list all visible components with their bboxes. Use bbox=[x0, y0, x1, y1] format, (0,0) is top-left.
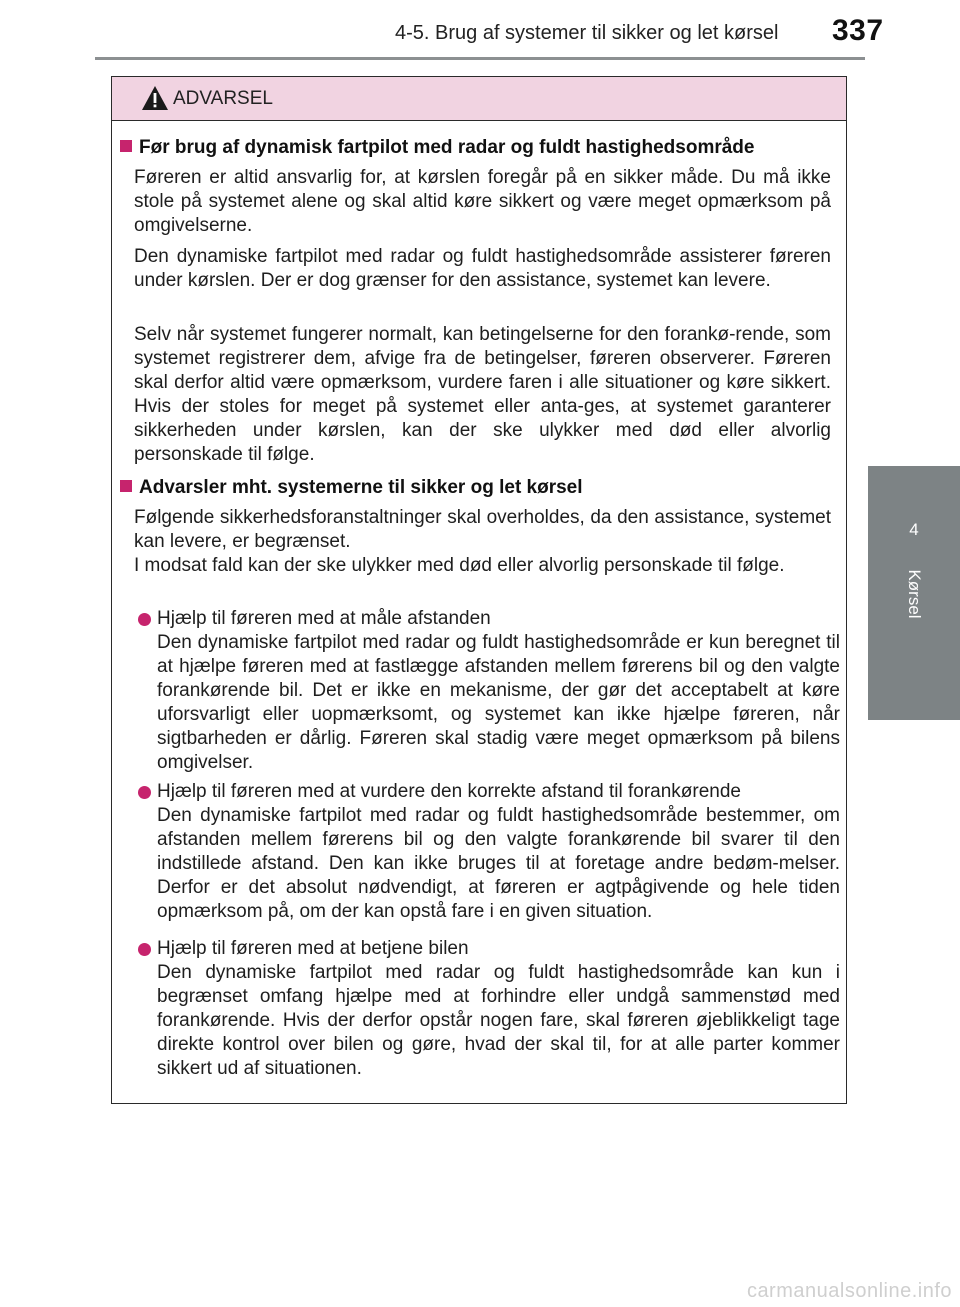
section-title-text: Før brug af dynamisk fartpilot med radar og fuldt hastighedsområde bbox=[139, 137, 755, 158]
chapter-label: Kørsel bbox=[905, 569, 924, 619]
circle-bullet-icon bbox=[138, 613, 151, 626]
watermark: carmanualsonline.info bbox=[746, 1280, 952, 1302]
bullet-body: Den dynamiske fartpilot med radar og fuldt hastighedsområde kan kun i begrænset omfang hjælpe med at forhindre eller undgå sammenstød med forankørende. Hvis der derfor opstår nogen fare, skal føreren øjeblikkeligt tage direkte kontrol over bilen og gøre, hvad der skal til, for at alle parter kommer sikkert ud af situationen. bbox=[157, 962, 840, 1079]
warning-triangle-icon bbox=[141, 85, 169, 111]
chapter-side-tab bbox=[868, 466, 960, 720]
circle-bullet-icon bbox=[138, 943, 151, 956]
paragraph: Den dynamiske fartpilot med radar og fuldt hastighedsområde assisterer føreren under kørslen. Der er dog grænser for den assistance, systemet kan levere. bbox=[134, 246, 831, 291]
bullet-body: Den dynamiske fartpilot med radar og fuldt hastighedsområde bestemmer, om afstanden mellem førerens bil og den valgte forankørende bil svarer til den indstillede afstand. Den kan ikke bruges til at foretage andre bedøm-melser. Derfor er det absolut nødvendigt, at føreren er agtpågivende og hele tiden opmærksom på, om der kan opstå fare i en given situation. bbox=[157, 805, 840, 922]
header-rule bbox=[95, 57, 865, 60]
warning-label: ADVARSEL bbox=[173, 88, 273, 109]
paragraph: Følgende sikkerhedsforanstaltninger skal overholdes, da den assistance, systemet kan levere, er begrænset. bbox=[134, 507, 831, 552]
warning-header bbox=[112, 77, 846, 121]
bullet-body: Den dynamiske fartpilot med radar og fuldt hastighedsområde er kun beregnet til at hjælpe føreren med at fastlægge afstanden mellem førerens bil og den valgte forankørende bil. Det er ikke en mekanisme, der gør det acceptabelt at køre uforsvarligt eller uopmærksomt, og systemet kan ikke hjælpe føreren, når sigtbarheden er dårlig. Føreren skal stadig være meget opmærksom på bilens omgivelser. bbox=[157, 632, 840, 773]
section-title bbox=[120, 477, 583, 499]
circle-bullet-icon bbox=[138, 786, 151, 799]
bullet-title: Hjælp til føreren med at betjene bilen bbox=[157, 938, 469, 959]
paragraph: I modsat fald kan der ske ulykker med død eller alvorlig personskade til følge. bbox=[134, 555, 785, 576]
paragraph: Selv når systemet fungerer normalt, kan betingelserne for den forankø-rende, som systemet registrerer dem, afvige fra de betingelser, føreren observerer. Føreren skal derfor altid være opmærksom, vurdere faren i alle situationer og køre sikkert. Hvis der stoles for meget på systemet eller anta-ges, at systemet garanterer sikkerheden under kørslen, kan der ske ulykker med død eller alvorlig personskade til følge. bbox=[134, 324, 831, 465]
square-bullet-icon bbox=[120, 480, 132, 492]
bullet-title: Hjælp til føreren med at måle afstanden bbox=[157, 608, 491, 629]
chapter-number: 4 bbox=[909, 520, 919, 539]
section-title bbox=[120, 137, 754, 159]
warning-box bbox=[111, 76, 847, 1104]
section-title-text: Advarsler mht. systemerne til sikker og let kørsel bbox=[139, 477, 583, 498]
page-number: 337 bbox=[832, 14, 884, 47]
paragraph: Føreren er altid ansvarlig for, at kørslen foregår på en sikker måde. Du må ikke stole på systemet alene og skal altid køre sikkert og være meget opmærksom på omgivelserne. bbox=[134, 167, 831, 236]
bullet-title: Hjælp til føreren med at vurdere den korrekte afstand til forankørende bbox=[157, 781, 741, 802]
page-header-title: 4-5. Brug af systemer til sikker og let kørsel bbox=[395, 22, 779, 44]
square-bullet-icon bbox=[120, 140, 132, 152]
